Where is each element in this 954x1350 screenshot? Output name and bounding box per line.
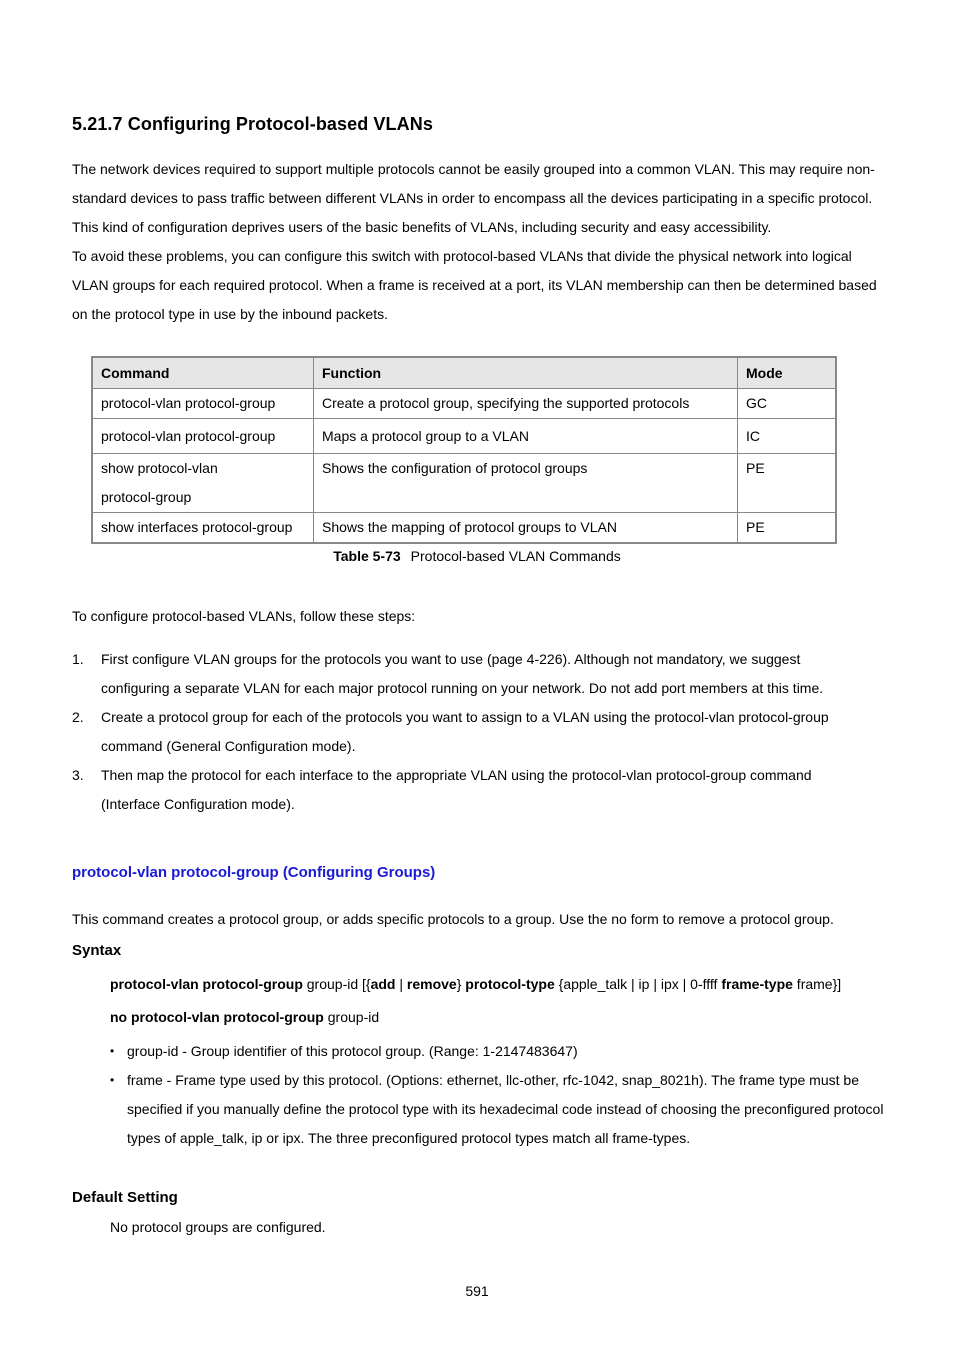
table-row [92,389,836,419]
commands-table [91,356,837,544]
syntax-keyword: add [370,976,396,992]
list-item [72,703,872,761]
column-header-command: Command [92,357,314,389]
bullet-icon: • [110,1073,115,1087]
syntax-keyword: protocol-type [465,976,555,992]
intro-text [72,155,887,329]
table-row [92,454,836,513]
caption-label: Table 5-73 [333,548,401,564]
cell-command [92,454,314,513]
syntax-text: group-id [323,1009,380,1025]
syntax-text: frame}] [792,976,842,992]
column-header-function: Function [314,357,738,389]
caption-text: Protocol-based VLAN Commands [410,548,621,564]
default-setting-text: No protocol groups are configured. [110,1219,326,1235]
cell-command: protocol-vlan protocol-group [92,389,314,419]
cell-command-line: protocol-group [101,489,192,505]
steps-intro: To configure protocol-based VLANs, follow these steps: [72,608,416,624]
cell-mode: IC [738,419,837,454]
syntax-keyword: frame-type [721,976,793,992]
syntax-line [110,1003,379,1032]
syntax-line [110,970,841,999]
syntax-keyword: protocol-vlan protocol-group [110,976,303,992]
syntax-text: | [395,976,407,992]
cell-function: Shows the configuration of protocol groups [314,454,738,513]
syntax-text: {apple_talk | ip | ipx | 0-ffff [554,976,722,992]
bullet-icon: • [110,1044,115,1058]
cell-command: protocol-vlan protocol-group [92,419,314,454]
param-text: group-id - Group identifier of this protocol group. (Range: 1-2147483647) [127,1043,578,1059]
cell-mode: PE [738,454,837,513]
param-text: frame - Frame type used by this protocol. (Options: ethernet, llc-other, rfc-1042, snap_8021h). The frame type must be specified if you manually define the protocol type with its hexadecimal code instead of choosing the preconfigured protocol types of apple_talk, ip or ipx. The three preconfigured protocol types match all frame-types. [127,1072,884,1146]
step-number: 2. [72,709,84,725]
command-heading: protocol-vlan protocol-group (Configuring Groups) [72,864,436,881]
column-header-mode: Mode [738,357,837,389]
table-row [92,419,836,454]
cell-command-line: show protocol-vlan [101,460,218,476]
table-header-row [92,357,836,389]
page-number: 591 [465,1283,489,1299]
parameter-list [110,1037,885,1153]
cell-function: Maps a protocol group to a VLAN [314,419,738,454]
step-text: Create a protocol group for each of the protocols you want to assign to a VLAN using the protocol-vlan protocol-group command (General Configuration mode). [101,709,829,754]
cell-function: Create a protocol group, specifying the supported protocols [314,389,738,419]
table-caption [72,548,882,564]
syntax-heading: Syntax [72,942,122,959]
syntax-text: } [456,976,466,992]
syntax-text: group-id [{ [302,976,371,992]
cell-function: Shows the mapping of protocol groups to VLAN [314,513,738,544]
syntax-keyword: remove [406,976,457,992]
list-item [72,761,872,819]
cell-mode: PE [738,513,837,544]
intro-paragraph: To avoid these problems, you can configure this switch with protocol-based VLANs that divide the physical network into logical VLAN groups for each required protocol. When a frame is received at a port, its VLAN membership can then be determined based on the protocol type in use by the inbound packets. [72,248,877,322]
syntax-keyword: no protocol-vlan protocol-group [110,1009,324,1025]
step-number: 1. [72,651,84,667]
step-number: 3. [72,767,84,783]
step-text: Then map the protocol for each interface to the appropriate VLAN using the protocol-vlan protocol-group command (Interface Configuration mode). [101,767,812,812]
cell-command: show interfaces protocol-group [92,513,314,544]
table-row [92,513,836,544]
intro-paragraph: The network devices required to support multiple protocols cannot be easily grouped into a common VLAN. This may require non-standard devices to pass traffic between different VLANs in order to encompass all the devices participating in a specific protocol. This kind of configuration deprives users of the basic benefits of VLANs, including security and easy accessibility. [72,161,875,235]
command-description: This command creates a protocol group, or adds specific protocols to a group. Use the no form to remove a protocol group. [72,911,834,927]
step-text: First configure VLAN groups for the protocols you want to use (page 4-226). Although not mandatory, we suggest configuring a separate VLAN for each major protocol running on your network. Do not add port members at this time. [101,651,824,696]
steps-list [72,645,872,819]
cell-mode: GC [738,389,837,419]
list-item [110,1037,885,1066]
list-item [110,1066,885,1153]
default-setting-heading: Default Setting [72,1189,178,1206]
section-title: 5.21.7 Configuring Protocol-based VLANs [72,114,433,134]
list-item [72,645,872,703]
